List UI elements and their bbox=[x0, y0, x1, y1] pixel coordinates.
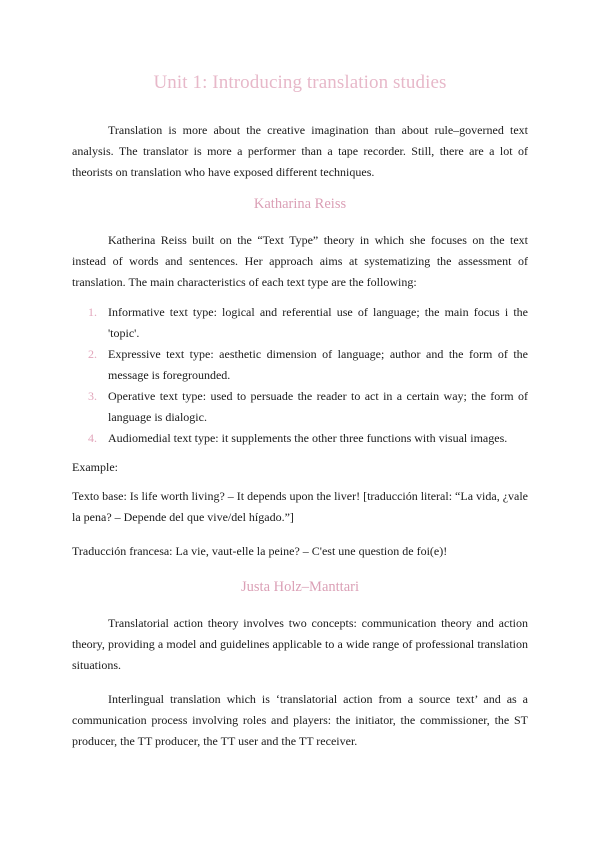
list-item-text: Audiomedial text type: it supplements the other three functions with visual images. bbox=[108, 431, 508, 445]
section-heading-reiss: Katharina Reiss bbox=[253, 196, 347, 212]
list-item bbox=[72, 302, 528, 344]
intro-paragraph: Translation is more about the creative imagination than about rule–governed text analysis. The translator is more a performer than a tape recorder. Still, there are a lot of theorists on translation who have exposed different techniques. bbox=[72, 123, 528, 179]
list-item-text: Operative text type: used to persuade the reader to act in a certain way; the form of language is dialogic. bbox=[108, 389, 528, 424]
list-item-number: 4. bbox=[88, 431, 97, 445]
example-label: Example: bbox=[72, 460, 118, 474]
list-item bbox=[72, 386, 528, 428]
example-french-translation: Traducción francesa: La vie, vaut-elle la peine? – C'est une question de foi(e)! bbox=[72, 544, 448, 558]
list-item bbox=[72, 428, 528, 449]
list-item-number: 1. bbox=[88, 305, 97, 319]
list-item-number: 3. bbox=[88, 389, 97, 403]
page-title: Unit 1: Introducing translation studies bbox=[153, 72, 447, 93]
list-item bbox=[72, 344, 528, 386]
section-holz-manttari bbox=[72, 579, 528, 752]
reiss-paragraph: Katherina Reiss built on the “Text Type” theory in which she focuses on the text instead of words and sentences. Her approach aims at systematizing the assessment of translation. The main characteristics of each text type are the following: bbox=[72, 233, 528, 289]
list-item-text: Expressive text type: aesthetic dimension of language; author and the form of the message is foregrounded. bbox=[108, 347, 528, 382]
text-type-list bbox=[72, 302, 528, 449]
example-source-text: Texto base: Is life worth living? – It depends upon the liver! [traducción literal: “La vida, ¿vale la pena? – Depende del que vive/del hígado.”] bbox=[72, 489, 528, 524]
section-heading-holz-manttari: Justa Holz–Manttari bbox=[241, 579, 359, 595]
list-item-number: 2. bbox=[88, 347, 97, 361]
holz-paragraph-2: Interlingual translation which is ‘translatorial action from a source text’ and as a communication process involving roles and players: the initiator, the commissioner, the ST producer, the TT producer, the TT user and the TT receiver. bbox=[72, 692, 528, 748]
list-item-text: Informative text type: logical and referential use of language; the main focus i the 'topic'. bbox=[108, 305, 528, 340]
holz-paragraph-1: Translatorial action theory involves two concepts: communication theory and action theory, providing a model and guidelines applicable to a wide range of professional translation situations. bbox=[72, 616, 528, 672]
section-reiss bbox=[72, 196, 528, 562]
